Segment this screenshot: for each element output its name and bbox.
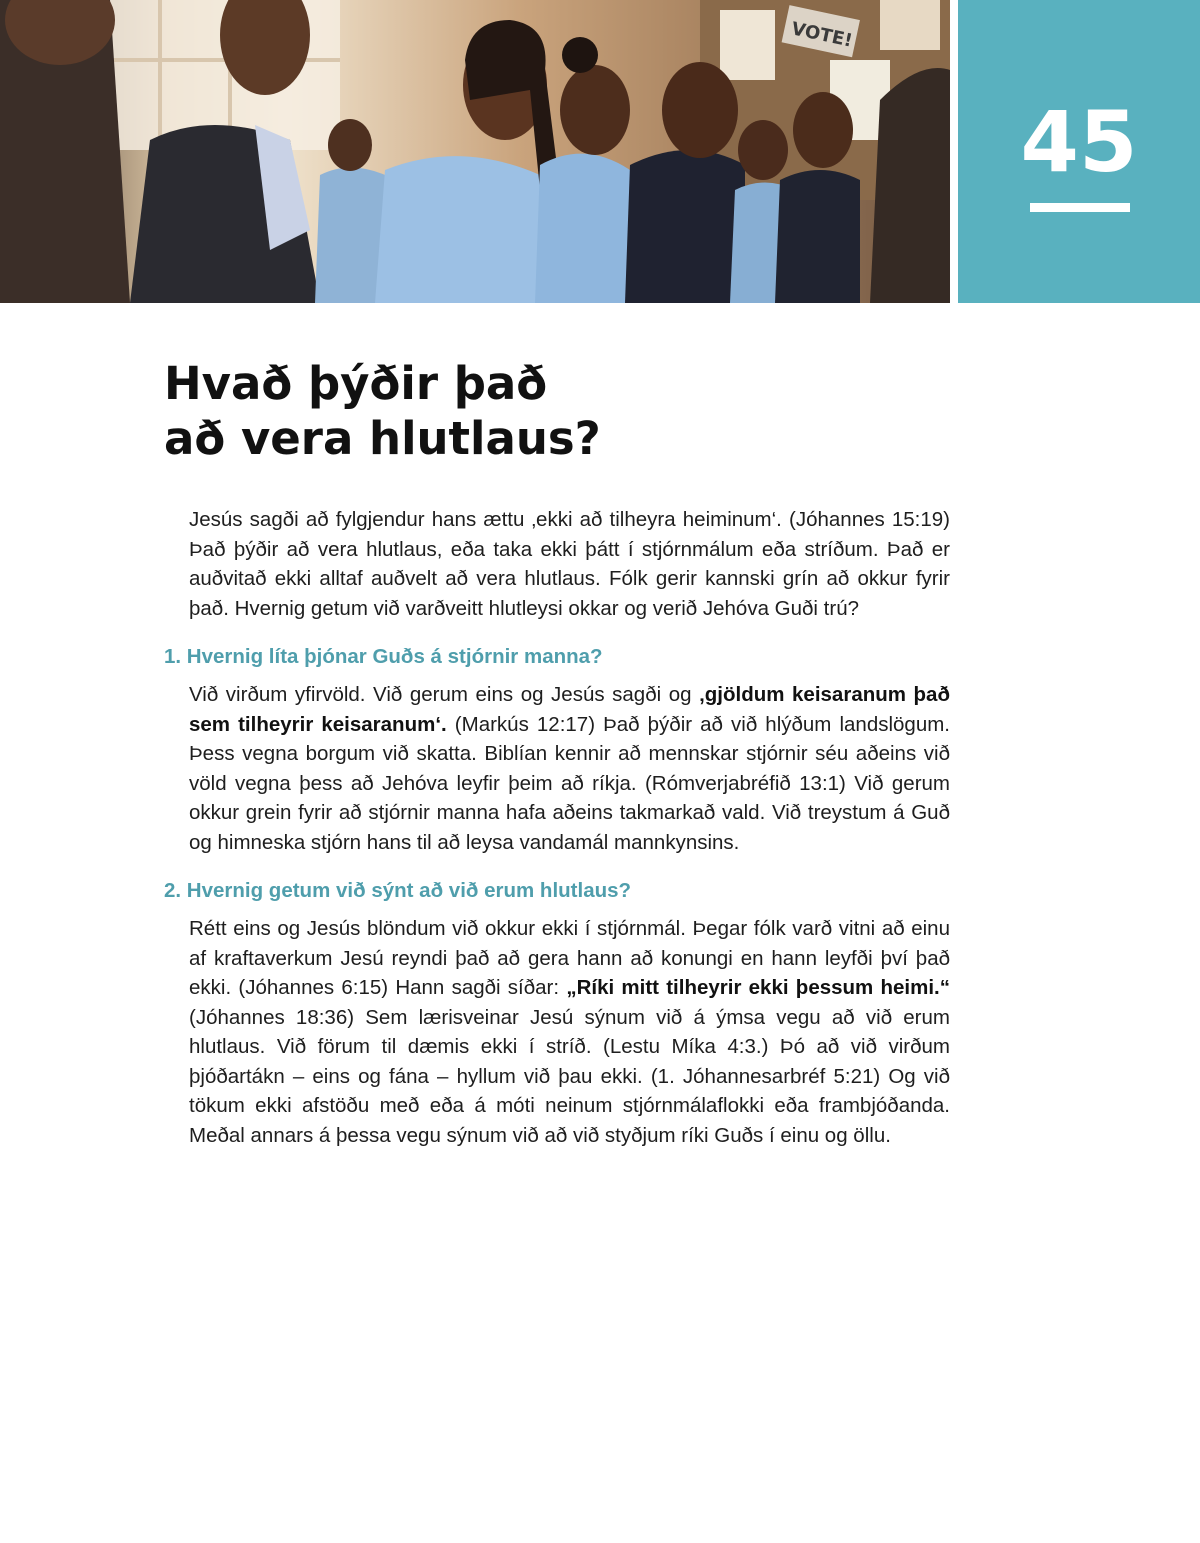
section-1 [164, 644, 950, 857]
section-1-bold-quote: ‚gjöldum keisaranum það sem tilheyrir keisaranum‘. [189, 683, 950, 736]
lesson-number-underline [1030, 203, 1130, 212]
section-2-paragraph [189, 914, 950, 1150]
lesson-content [164, 505, 950, 1150]
intro-paragraph: Jesús sagði að fylgjendur hans ættu ‚ekki að tilheyra heiminum‘. (Jóhannes 15:19) Það þýðir að vera hlutlaus, eða taka ekki þátt í stjórnmálum eða stríðum. Það er auðvitað ekki alltaf auðvelt að vera hlutlaus. Fólk gerir kannski grín að okkur fyrir það. Hvernig getum við varðveitt hlutleysi okkar og verið Jehóva Guði trú? [189, 508, 950, 620]
section-2-text-b: (Jóhannes 18:36) Sem lærisveinar Jesú sýnum við á ýmsa vegu að við erum hlutlaus. Við förum til dæmis ekki í stríð. (Lestu Míka 4:3.) Þó að við virðum þjóðartákn – eins og fána – hyllum við þau ekki. (1. Jóhannesarbréf 5:21) Og við tökum ekki afstöðu með eða á móti neinum stjórnmálaflokki eða frambjóðanda. Meðal annars á þessa vegu sýnum við að við styðjum ríki Guðs í einu og öllu. [189, 1005, 950, 1147]
vote-sign: VOTE! [789, 18, 855, 52]
section-2-question: 2. Hvernig getum við sýnt að við erum hlutlaus? [164, 879, 632, 902]
section-1-text-b: (Markús 12:17) Það þýðir að við hlýðum landslögum. Þess vegna borgum við skatta. Biblían kennir að mennskar stjórnir séu aðeins við völd vegna þess að Jehóva leyfir þeim að ríkja. (Rómverjabréfið 13:1) Við gerum okkur grein fyrir að stjórnir manna hafa aðeins takmarkað vald. Við treystum á Guð og himneska stjórn hans til að leysa vandamál mannkynsins. [189, 712, 950, 854]
page-title-line-2: að vera hlutlaus? [164, 412, 601, 465]
section-1-text-a: Við virðum yfirvöld. Við gerum eins og Jesús sagði og [189, 683, 700, 706]
students-illustration [0, 0, 950, 303]
lesson-number: 45 [1020, 93, 1138, 191]
section-1-paragraph [189, 680, 950, 857]
page-title [164, 356, 924, 466]
section-2-bold-quote: „Ríki mitt tilheyrir ekki þessum heimi.“ [566, 976, 950, 999]
section-2 [164, 878, 950, 1150]
page-title-line-1: Hvað þýðir það [164, 357, 548, 410]
section-2-text-a: Rétt eins og Jesús blöndum við okkur ekki í stjórnmál. Þegar fólk varð vitni að einu af kraftaverkum Jesú reyndi það að gera hann að konungi en hann leyfði því það ekki. (Jóhannes 6:15) Hann sagði síðar: [189, 917, 950, 999]
hero-photo [0, 0, 950, 303]
lesson-number-box [958, 0, 1200, 303]
section-1-question: 1. Hvernig líta þjónar Guðs á stjórnir manna? [164, 645, 603, 668]
